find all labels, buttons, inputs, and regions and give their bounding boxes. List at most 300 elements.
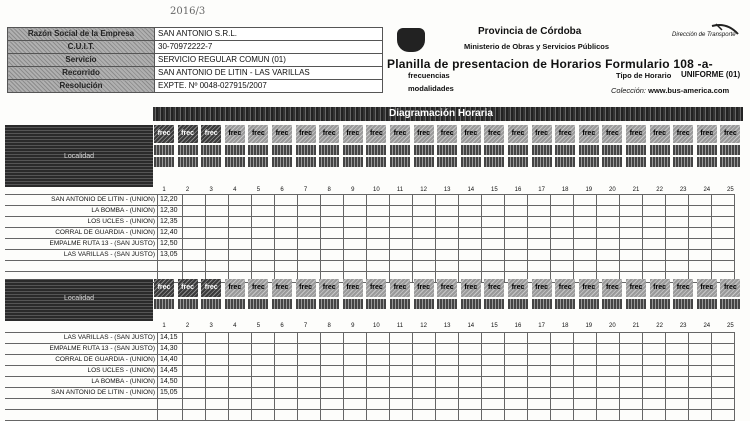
- schedule-cell: [459, 410, 482, 421]
- schedule-cell: [413, 228, 436, 239]
- schedule-cell: [436, 410, 459, 421]
- localidad-label: Localidad: [64, 295, 94, 302]
- schedule-cell: [321, 250, 344, 261]
- schedule-cell: [367, 355, 390, 366]
- frec-label: frec: [178, 125, 198, 143]
- schedule-cell: [275, 355, 298, 366]
- row-time: 14,45: [158, 366, 183, 377]
- schedule-cell: [459, 399, 482, 410]
- schedule-cell: [459, 333, 482, 344]
- schedule-cell: [436, 228, 459, 239]
- schedule-cell: [390, 388, 413, 399]
- schedule-cell: [298, 377, 321, 388]
- schedule-cell: [413, 239, 436, 250]
- schedule-cell: [206, 366, 229, 377]
- schedule-cell: [252, 261, 275, 272]
- column-number: 21: [632, 187, 640, 193]
- schedule-cell: [275, 239, 298, 250]
- schedule-cell: [528, 355, 551, 366]
- schedule-cell: [206, 344, 229, 355]
- schedule-cell: [206, 333, 229, 344]
- schedule-cell: [643, 261, 666, 272]
- header-value: SERVICIO REGULAR COMUN (01): [155, 54, 383, 67]
- schedule-cell: [574, 333, 597, 344]
- schedule-cell: [712, 399, 735, 410]
- column-header: [460, 125, 482, 167]
- schedule-cell: [390, 399, 413, 410]
- schedule-cell: [574, 388, 597, 399]
- frec-label: frec: [650, 125, 670, 143]
- frec-label: frec: [508, 279, 528, 297]
- schedule-cell: [528, 344, 551, 355]
- column-number: 23: [679, 323, 687, 329]
- frec-label: frec: [579, 125, 599, 143]
- schedule-cell: [712, 250, 735, 261]
- column-number: 1: [162, 323, 166, 329]
- column-number: 15: [491, 323, 498, 329]
- column-header: [649, 125, 671, 167]
- schedule-cell: [413, 195, 436, 206]
- schedule-cell: [344, 228, 367, 239]
- schedule-cell: [505, 366, 528, 377]
- coleccion-label: Colección:: [611, 86, 647, 95]
- schedule-cell: [712, 217, 735, 228]
- schedule-cell: [459, 217, 482, 228]
- schedule-cell: [459, 377, 482, 388]
- schedule-cell: [459, 261, 482, 272]
- column-sub-header: [579, 145, 599, 155]
- column-header: [601, 279, 623, 309]
- column-number: 10: [373, 187, 380, 193]
- frec-label: frec: [484, 125, 504, 143]
- column-sub-header: [650, 157, 670, 167]
- schedule-cell: [367, 261, 390, 272]
- schedule-cell: [413, 344, 436, 355]
- schedule-cell: [712, 261, 735, 272]
- schedule-cell: [298, 195, 321, 206]
- table-row: [5, 377, 735, 388]
- schedule-cell: [344, 355, 367, 366]
- column-sub-header: [390, 157, 410, 167]
- column-sub-header: [484, 299, 504, 309]
- schedule-cell: [275, 333, 298, 344]
- schedule-cell: [551, 250, 574, 261]
- schedule-cell: [459, 195, 482, 206]
- schedule-cell: [551, 366, 574, 377]
- schedule-cell: [482, 217, 505, 228]
- schedule-cell: [344, 377, 367, 388]
- schedule-cell: [482, 344, 505, 355]
- schedule-cell: [689, 261, 712, 272]
- row-time: 14,40: [158, 355, 183, 366]
- table-row: [5, 228, 735, 239]
- column-sub-header: [437, 145, 457, 155]
- schedule-cell: [459, 206, 482, 217]
- schedule-cell: [183, 388, 206, 399]
- coleccion-credit: [611, 86, 729, 95]
- province-shield-icon: [397, 28, 425, 52]
- schedule-cell: [666, 333, 689, 344]
- schedule-cell: [298, 333, 321, 344]
- row-locality: LAS VARILLAS - (SAN JUSTO): [5, 250, 158, 261]
- schedule-cell: [574, 239, 597, 250]
- schedule-cell: [390, 217, 413, 228]
- schedule-cell: [643, 239, 666, 250]
- schedule-cell: [275, 377, 298, 388]
- schedule-cell: [528, 366, 551, 377]
- column-header: [483, 125, 505, 167]
- schedule-cell: [298, 344, 321, 355]
- schedule-cell: [252, 377, 275, 388]
- schedule-cell: [321, 366, 344, 377]
- schedule-cell: [252, 410, 275, 421]
- column-number: 18: [561, 323, 569, 329]
- schedule-cell: [390, 206, 413, 217]
- schedule-cell: [620, 410, 643, 421]
- schedule-cell: [597, 366, 620, 377]
- schedule-cell: [459, 250, 482, 261]
- column-header: [672, 125, 694, 167]
- schedule-cell: [643, 410, 666, 421]
- row-time: 12,30: [158, 206, 183, 217]
- schedule-cell: [712, 344, 735, 355]
- column-sub-header: [319, 145, 339, 155]
- transport-logo: [672, 20, 742, 46]
- column-number: 9: [351, 323, 355, 329]
- column-number: 8: [327, 187, 331, 193]
- frec-label: frec: [461, 125, 481, 143]
- schedule-cell: [158, 261, 183, 272]
- column-sub-header: [437, 157, 457, 167]
- column-number: 13: [443, 323, 451, 329]
- column-number: 23: [679, 187, 687, 193]
- schedule-cell: [551, 355, 574, 366]
- schedule-table-2: [5, 332, 735, 421]
- schedule-cell: [551, 239, 574, 250]
- row-locality: LAS VARILLAS - (SAN JUSTO): [5, 333, 158, 344]
- column-sub-header: [461, 299, 481, 309]
- schedule-cell: [183, 206, 206, 217]
- localidad-header-2: [5, 279, 153, 321]
- column-sub-header: [366, 299, 386, 309]
- schedule-cell: [712, 195, 735, 206]
- schedule-cell: [620, 261, 643, 272]
- schedule-cell: [643, 228, 666, 239]
- column-number: 5: [256, 187, 261, 193]
- schedule-cell: [206, 206, 229, 217]
- schedule-cell: [689, 333, 712, 344]
- schedule-cell: [298, 239, 321, 250]
- schedule-cell: [344, 333, 367, 344]
- schedule-cell: [229, 206, 252, 217]
- schedule-cell: [252, 399, 275, 410]
- ministry-name: Ministerio de Obras y Servicios Públicos: [464, 42, 610, 51]
- column-header: [247, 125, 269, 167]
- schedule-cell: [183, 228, 206, 239]
- frec-label: frec: [602, 279, 622, 297]
- schedule-cell: [436, 399, 459, 410]
- schedule-cell: [206, 388, 229, 399]
- column-header: [318, 279, 340, 309]
- schedule-cell: [367, 399, 390, 410]
- schedule-cell: [712, 355, 735, 366]
- column-sub-header: [178, 145, 198, 155]
- schedule-cell: [643, 206, 666, 217]
- column-sub-header: [697, 299, 717, 309]
- schedule-cell: [574, 206, 597, 217]
- frec-label: frec: [437, 279, 457, 297]
- schedule-cell: [597, 217, 620, 228]
- row-locality: SAN ANTONIO DE LITIN - (UNION): [5, 195, 158, 206]
- column-sub-header: [532, 145, 552, 155]
- schedule-cell: [367, 250, 390, 261]
- schedule-cell: [229, 228, 252, 239]
- schedule-cell: [666, 399, 689, 410]
- frec-label: frec: [650, 279, 670, 297]
- schedule-cell: [597, 399, 620, 410]
- column-sub-header: [343, 299, 363, 309]
- frec-label: frec: [366, 279, 386, 297]
- table-row: [5, 355, 735, 366]
- frec-label: frec: [296, 125, 316, 143]
- schedule-cell: [436, 250, 459, 261]
- schedule-cell: [528, 261, 551, 272]
- row-locality: EMPALME RUTA 13 - (SAN JUSTO): [5, 239, 158, 250]
- schedule-cell: [367, 388, 390, 399]
- schedule-cell: [505, 206, 528, 217]
- schedule-cell: [551, 388, 574, 399]
- schedule-cell: [643, 399, 666, 410]
- column-number: 22: [656, 323, 663, 329]
- column-sub-header: [508, 299, 528, 309]
- column-header: [554, 279, 576, 309]
- schedule-cell: [505, 399, 528, 410]
- diagramacion-banner: [153, 107, 743, 121]
- frec-label: frec: [343, 125, 363, 143]
- row-locality: SAN ANTONIO DE LITIN - (UNION): [5, 388, 158, 399]
- schedule-cell: [551, 410, 574, 421]
- column-header: [295, 279, 317, 309]
- row-time: 14,15: [158, 333, 183, 344]
- column-header: [719, 125, 741, 167]
- schedule-cell: [620, 344, 643, 355]
- modalidades-label: modalidades: [408, 84, 454, 93]
- schedule-cell: [528, 239, 551, 250]
- column-sub-header: [201, 299, 221, 309]
- frec-label: frec: [343, 279, 363, 297]
- frec-label: frec: [296, 279, 316, 297]
- column-sub-header: [178, 299, 198, 309]
- column-header: [696, 125, 718, 167]
- column-header: [389, 279, 411, 309]
- column-sub-header: [461, 145, 481, 155]
- schedule-cell: [482, 399, 505, 410]
- schedule-cell: [298, 217, 321, 228]
- schedule-cell: [5, 399, 158, 410]
- schedule-cell: [298, 206, 321, 217]
- schedule-cell: [344, 366, 367, 377]
- schedule-cell: [643, 377, 666, 388]
- table-row: [5, 217, 735, 228]
- column-header: [365, 279, 387, 309]
- schedule-cell: [367, 377, 390, 388]
- column-number: 2: [185, 187, 190, 193]
- schedule-cell: [505, 344, 528, 355]
- schedule-cell: [275, 250, 298, 261]
- column-header: [507, 279, 529, 309]
- schedule-cell: [482, 195, 505, 206]
- frec-label: frec: [697, 125, 717, 143]
- schedule-cell: [436, 261, 459, 272]
- table-row: [5, 388, 735, 399]
- schedule-cell: [620, 355, 643, 366]
- column-sub-header: [461, 157, 481, 167]
- schedule-cell: [298, 366, 321, 377]
- schedule-cell: [459, 355, 482, 366]
- schedule-cell: [367, 206, 390, 217]
- schedule-table-1: [5, 194, 735, 283]
- column-header: [365, 125, 387, 167]
- schedule-cell: [390, 355, 413, 366]
- column-number: 3: [209, 187, 213, 193]
- column-sub-header: [201, 157, 221, 167]
- frec-label: frec: [390, 125, 410, 143]
- schedule-cell: [390, 195, 413, 206]
- schedule-cell: [344, 250, 367, 261]
- frec-label: frec: [673, 125, 693, 143]
- schedule-cell: [183, 239, 206, 250]
- schedule-cell: [206, 399, 229, 410]
- schedule-cell: [321, 388, 344, 399]
- schedule-cell: [597, 239, 620, 250]
- schedule-cell: [643, 366, 666, 377]
- schedule-cell: [505, 388, 528, 399]
- schedule-cell: [505, 228, 528, 239]
- schedule-cell: [689, 195, 712, 206]
- schedule-cell: [344, 261, 367, 272]
- header-label: Razón Social de la Empresa: [8, 28, 155, 41]
- schedule-cell: [390, 377, 413, 388]
- schedule-cell: [413, 399, 436, 410]
- schedule-cell: [482, 206, 505, 217]
- schedule-cell: [482, 410, 505, 421]
- schedule-cell: [252, 333, 275, 344]
- schedule-cell: [436, 217, 459, 228]
- schedule-cell: [390, 333, 413, 344]
- schedule-cell: [505, 239, 528, 250]
- column-sub-header: [555, 299, 575, 309]
- column-header: [224, 279, 246, 309]
- schedule-cell: [321, 206, 344, 217]
- column-number: 25: [727, 323, 734, 329]
- schedule-cell: [275, 344, 298, 355]
- table-row: [5, 410, 735, 421]
- schedule-cell: [298, 388, 321, 399]
- schedule-cell: [413, 410, 436, 421]
- schedule-cell: [367, 217, 390, 228]
- schedule-cell: [229, 377, 252, 388]
- schedule-cell: [689, 344, 712, 355]
- column-sub-header: [390, 145, 410, 155]
- schedule-cell: [206, 195, 229, 206]
- tipo-horario-label: Tipo de Horario: [616, 71, 672, 80]
- schedule-cell: [528, 388, 551, 399]
- schedule-cell: [367, 228, 390, 239]
- row-time: 12,20: [158, 195, 183, 206]
- schedule-cell: [206, 250, 229, 261]
- schedule-cell: [666, 377, 689, 388]
- schedule-cell: [643, 250, 666, 261]
- frec-label: frec: [437, 125, 457, 143]
- schedule-cell: [206, 228, 229, 239]
- frec-label: frec: [555, 279, 575, 297]
- schedule-cell: [643, 355, 666, 366]
- schedule-cell: [712, 333, 735, 344]
- schedule-cell: [528, 195, 551, 206]
- schedule-cell: [436, 206, 459, 217]
- column-header: [578, 279, 600, 309]
- schedule-cell: [436, 366, 459, 377]
- frec-label: frec: [461, 279, 481, 297]
- schedule-cell: [367, 333, 390, 344]
- schedule-cell: [689, 388, 712, 399]
- column-number: 20: [609, 323, 616, 329]
- schedule-cell: [229, 366, 252, 377]
- schedule-cell: [528, 333, 551, 344]
- schedule-cell: [5, 261, 158, 272]
- column-header: [271, 125, 293, 167]
- schedule-cell: [689, 355, 712, 366]
- schedule-cell: [298, 399, 321, 410]
- schedule-cell: [482, 366, 505, 377]
- column-sub-header: [154, 157, 174, 167]
- schedule-cell: [321, 333, 344, 344]
- column-sub-header: [673, 157, 693, 167]
- schedule-cell: [528, 250, 551, 261]
- column-sub-header: [319, 299, 339, 309]
- schedule-cell: [321, 239, 344, 250]
- schedule-cell: [643, 344, 666, 355]
- row-time: 12,40: [158, 228, 183, 239]
- schedule-cell: [252, 366, 275, 377]
- schedule-cell: [505, 355, 528, 366]
- schedule-cell: [252, 217, 275, 228]
- schedule-cell: [229, 344, 252, 355]
- column-header: [389, 125, 411, 167]
- table-row: [5, 195, 735, 206]
- column-sub-header: [626, 299, 646, 309]
- schedule-cell: [689, 366, 712, 377]
- column-header: [200, 279, 222, 309]
- schedule-cell: [551, 377, 574, 388]
- column-number: 7: [303, 323, 308, 329]
- column-sub-header: [602, 157, 622, 167]
- schedule-cell: [712, 388, 735, 399]
- schedule-cell: [183, 366, 206, 377]
- schedule-cell: [206, 261, 229, 272]
- schedule-cell: [666, 206, 689, 217]
- schedule-cell: [367, 366, 390, 377]
- schedule-cell: [413, 206, 436, 217]
- column-sub-header: [390, 299, 410, 309]
- frec-label: frec: [555, 125, 575, 143]
- schedule-cell: [597, 388, 620, 399]
- column-sub-header: [225, 157, 245, 167]
- schedule-cell: [344, 217, 367, 228]
- column-sub-header: [697, 145, 717, 155]
- schedule-cell: [666, 228, 689, 239]
- schedule-cell: [505, 377, 528, 388]
